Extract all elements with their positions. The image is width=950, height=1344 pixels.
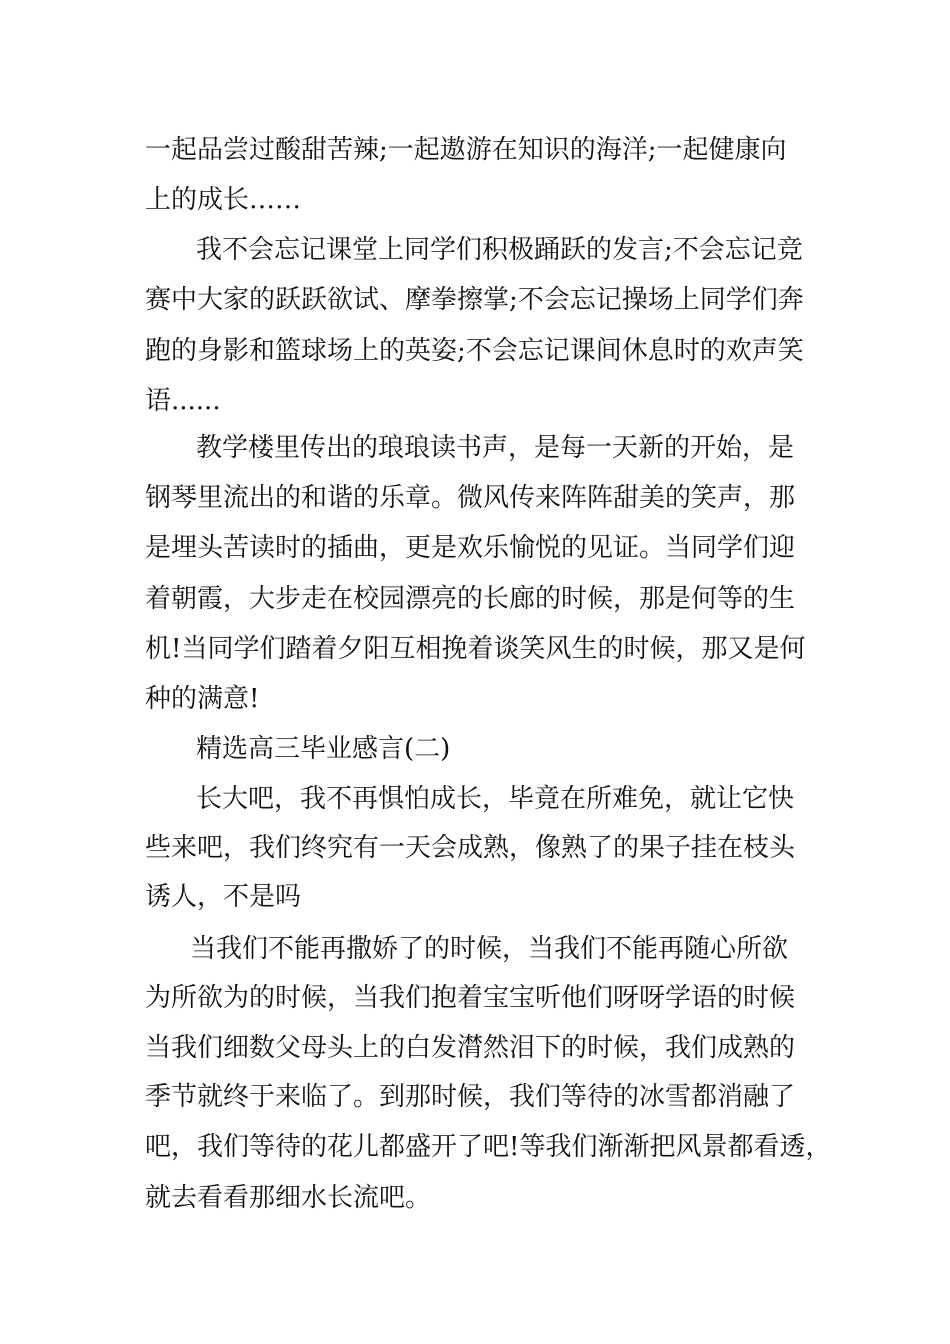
section-heading: 精选高三毕业感言(二) xyxy=(196,734,451,764)
paragraph-line: 一起品尝过酸甜苦辣;一起遨游在知识的海洋;一起健康向 xyxy=(145,135,787,165)
paragraph-line: 当我们不能再撒娇了的时候，当我们不能再随心所欲 xyxy=(190,934,789,964)
paragraph-line: 季节就终于来临了。到那时候，我们等待的冰雪都消融了 xyxy=(145,1082,796,1112)
paragraph-line: 钢琴里流出的和谐的乐章。微风传来阵阵甜美的笑声，那 xyxy=(145,483,796,513)
paragraph-line: 我不会忘记课堂上同学们积极踊跃的发言;不会忘记竞 xyxy=(196,235,803,265)
paragraph-line: 诱人，不是吗 xyxy=(145,882,302,912)
paragraph-line: 吧，我们等待的花儿都盛开了吧!等我们渐渐把风景都看透， xyxy=(145,1132,832,1162)
paragraph-line: 赛中大家的跃跃欲试、摩拳擦掌;不会忘记操场上同学们奔 xyxy=(145,285,804,315)
paragraph-line: 当我们细数父母头上的白发潸然泪下的时候，我们成熟的 xyxy=(145,1033,796,1063)
paragraph-line: 着朝霞，大步走在校园漂亮的长廊的时候，那是何等的生 xyxy=(145,584,796,614)
paragraph-line: 长大吧，我不再惧怕成长，毕竟在所难免，就让它快 xyxy=(196,784,795,814)
paragraph-line: 是埋头苦读时的插曲，更是欢乐愉悦的见证。当同学们迎 xyxy=(145,533,796,563)
paragraph-line: 就去看看那细水长流吧。 xyxy=(145,1183,432,1213)
paragraph-line: 跑的身影和篮球场上的英姿;不会忘记课间休息时的欢声笑 xyxy=(145,336,804,366)
paragraph-line: 为所欲为的时候，当我们抱着宝宝听他们呀呀学语的时候 xyxy=(145,983,796,1013)
paragraph-line: 上的成长…… xyxy=(145,185,302,215)
paragraph-line: 种的满意! xyxy=(145,684,260,714)
paragraph-line: 些来吧，我们终究有一天会成熟，像熟了的果子挂在枝头 xyxy=(145,833,796,863)
paragraph-line: 教学楼里传出的琅琅读书声，是每一天新的开始，是 xyxy=(196,433,795,463)
paragraph-line: 语...... xyxy=(145,386,221,416)
paragraph-line: 机!当同学们踏着夕阳互相挽着谈笑风生的时候，那又是何 xyxy=(145,634,806,664)
